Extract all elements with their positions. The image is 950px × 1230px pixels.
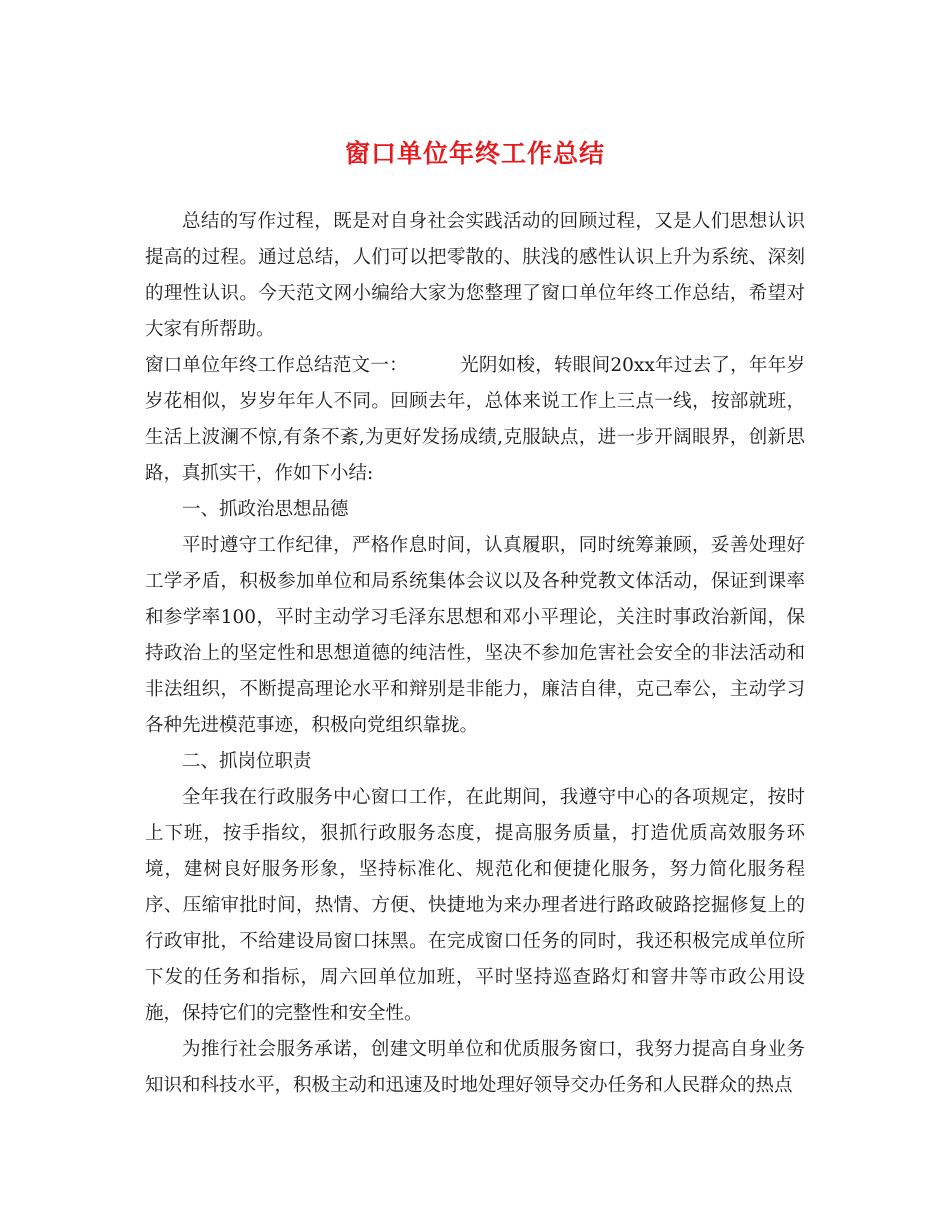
section-heading-duties: 二、抓岗位职责 <box>182 751 312 772</box>
intro-paragraph: 总结的写作过程，既是对自身社会实践活动的回顾过程，又是人们思想认识提高的过程。通过总结，人们可以把零散的、肤浅的感性认识上升为系统、深刻的理性认识。今天范文网小编给大家为您整理了窗口单位年终工作总结，希望对大家有所帮助。 <box>145 211 805 340</box>
section-paragraph-duties: 全年我在行政服务中心窗口工作，在此期间，我遵守中心的各项规定，按时上下班，按手指纹，狠抓行政服务态度，提高服务质量，打造优质高效服务环境，建树良好服务形象，坚持标准化、规范化和便捷化服务，努力简化服务程序、压缩审批时间，热情、方便、快捷地为来办理者进行路政破路挖掘修复上的行政审批，不给建设局窗口抹黑。在完成窗口任务的同时，我还积极完成单位所下发的任务和指标，周六回单位加班，平时坚持巡查路灯和窨井等市政公用设施，保持它们的完整性和安全性。 <box>145 787 805 1024</box>
section-heading-politics: 一、抓政治思想品德 <box>182 499 349 520</box>
sample-label: 窗口单位年终工作总结范文一： <box>145 355 408 376</box>
section-paragraph-service: 为推行社会服务承诺，创建文明单位和优质服务窗口，我努力提高自身业务知识和科技水平，积极主动和迅速及时地处理好领导交办任务和人民群众的热点 <box>145 1039 805 1096</box>
section-paragraph-politics: 平时遵守工作纪律，严格作息时间，认真履职，同时统筹兼顾，妥善处理好工学矛盾，积极参加单位和局系统集体会议以及各种党教文体活动，保证到课率和参学率100，平时主动学习毛泽东思想和邓小平理论，关注时事政治新闻，保持政治上的坚定性和思想道德的纯洁性，坚决不参加危害社会安全的非法活动和非法组织，不断提高理论水平和辩别是非能力，廉洁自律，克己奉公，主动学习各种先进模范事迹，积极向党组织靠拢。 <box>145 535 805 736</box>
document-title: 窗口单位年终工作总结 <box>344 139 605 168</box>
sample-opening: 光阴如梭，转眼间20xx年过去了，年年岁岁花相似，岁岁年年人不同。回顾去年，总体来说工作上三点一线，按部就班，生活上波澜不惊,有条不紊,为更好发扬成绩,克服缺点，进一步开阔眼界，创新思路，真抓实干，作如下小结: <box>145 355 805 484</box>
sample-paragraph <box>145 348 805 492</box>
document-body <box>145 204 805 1104</box>
